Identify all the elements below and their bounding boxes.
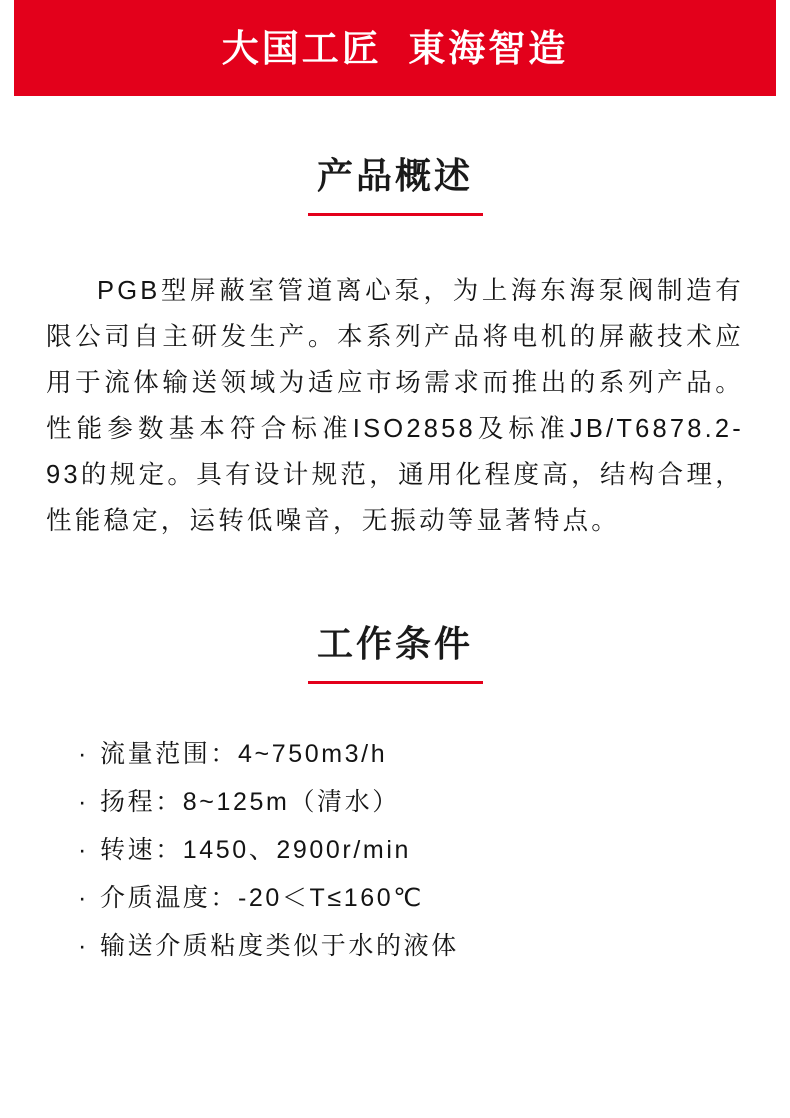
banner-right-edge xyxy=(776,0,790,96)
list-item xyxy=(78,874,750,922)
list-item-label: 输送介质粘度类似于水的液体 xyxy=(100,932,459,961)
section-header-conditions xyxy=(40,622,750,684)
title-underline-conditions xyxy=(308,681,483,684)
list-item xyxy=(78,922,750,970)
title-underline-overview xyxy=(308,213,483,216)
list-item xyxy=(78,778,750,826)
bullet-dot-icon: · xyxy=(78,788,89,817)
bullet-dot-icon: · xyxy=(78,836,89,865)
document-content xyxy=(0,154,790,970)
list-item xyxy=(78,730,750,778)
list-item-label: 转速：1450、2900r/min xyxy=(100,836,411,865)
list-item-label: 流量范围：4~750m3/h xyxy=(100,740,388,769)
list-item-label: 扬程：8~125m（清水） xyxy=(100,788,400,817)
top-banner xyxy=(0,0,790,96)
page-title-conditions: 工作条件 xyxy=(316,623,473,665)
list-item xyxy=(78,826,750,874)
banner-left-edge xyxy=(0,0,14,96)
bullet-dot-icon: · xyxy=(78,740,89,769)
banner-title: 大国工匠 東海智造 xyxy=(221,27,569,69)
bullet-dot-icon: · xyxy=(78,932,89,961)
overview-paragraph: PGB型屏蔽室管道离心泵，为上海东海泵阀制造有限公司自主研发生产。本系列产品将电机的屏蔽技术应用于流体输送领域为适应市场需求而推出的系列产品。性能参数基本符合标准ISO2858及标准JB/T6878.2-93的规定。具有设计规范，通用化程度高，结构合理，性能稳定，运转低噪音，无振动等显著特点。 xyxy=(46,277,744,536)
page-title-overview: 产品概述 xyxy=(316,155,473,196)
working-conditions-list xyxy=(40,730,750,970)
bullet-dot-icon: · xyxy=(78,884,89,913)
section-header-overview xyxy=(40,154,750,216)
list-item-label: 介质温度：-20＜T≤160℃ xyxy=(100,884,424,913)
